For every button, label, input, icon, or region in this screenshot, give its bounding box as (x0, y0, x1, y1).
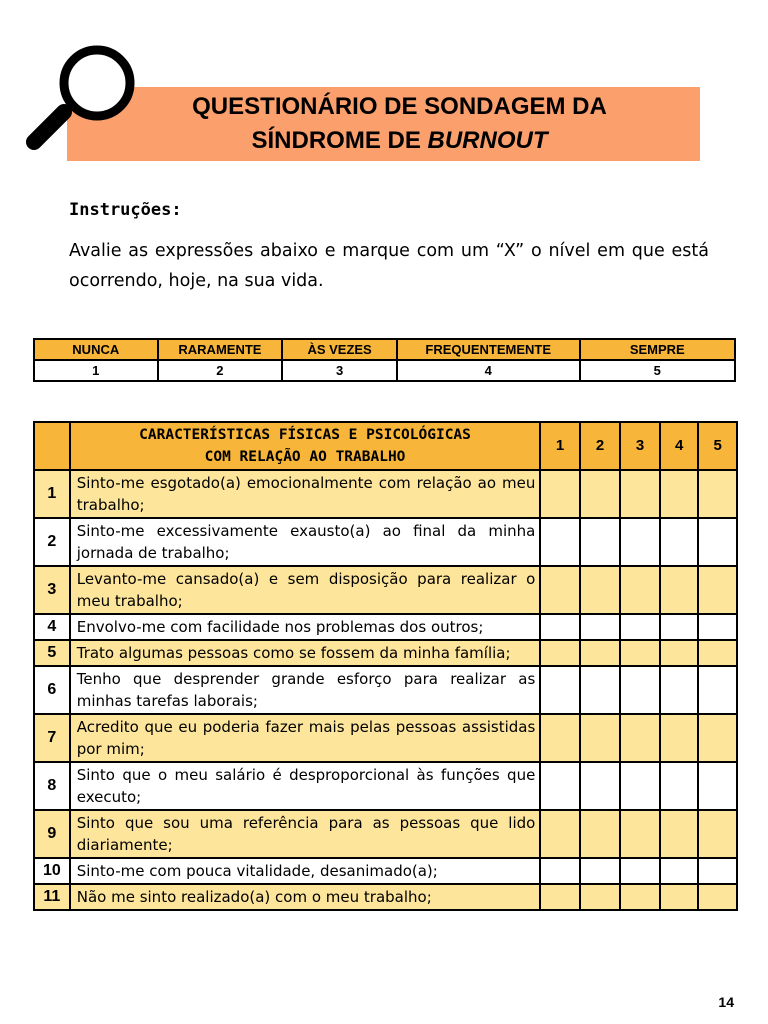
scale-legend-table (33, 338, 736, 382)
question-row (34, 614, 737, 640)
question-text: Sinto-me com pouca vitalidade, desanimado(a); (70, 858, 541, 884)
question-row (34, 714, 737, 762)
answer-cell-1[interactable] (540, 714, 580, 762)
scale-value: 4 (397, 360, 580, 381)
answer-cell-2[interactable] (580, 666, 621, 714)
question-number: 2 (34, 518, 70, 566)
column-header: 4 (660, 422, 699, 470)
scale-values-row (34, 360, 735, 381)
answer-cell-4[interactable] (660, 810, 699, 858)
answer-cell-2[interactable] (580, 470, 621, 518)
question-number: 6 (34, 666, 70, 714)
answer-cell-5[interactable] (698, 714, 737, 762)
answer-cell-5[interactable] (698, 884, 737, 910)
scale-labels-row (34, 339, 735, 360)
answer-cell-4[interactable] (660, 714, 699, 762)
question-row (34, 884, 737, 910)
magnifier-icon (20, 40, 150, 155)
title-line-2-prefix: SÍNDROME DE (251, 127, 428, 154)
question-number: 5 (34, 640, 70, 666)
answer-cell-3[interactable] (620, 810, 660, 858)
answer-cell-1[interactable] (540, 884, 580, 910)
answer-cell-3[interactable] (620, 640, 660, 666)
question-row (34, 640, 737, 666)
question-number: 4 (34, 614, 70, 640)
question-number: 9 (34, 810, 70, 858)
questionnaire-table (33, 421, 738, 911)
answer-cell-5[interactable] (698, 566, 737, 614)
answer-cell-3[interactable] (620, 714, 660, 762)
answer-cell-5[interactable] (698, 614, 737, 640)
questionnaire-header-line-2: COM RELAÇÃO AO TRABALHO (204, 449, 406, 465)
answer-cell-5[interactable] (698, 858, 737, 884)
question-row (34, 666, 737, 714)
question-text: Trato algumas pessoas como se fossem da minha família; (70, 640, 541, 666)
scale-value: 5 (580, 360, 735, 381)
answer-cell-5[interactable] (698, 810, 737, 858)
title-line-1: QUESTIONÁRIO DE SONDAGEM DA (192, 93, 607, 120)
question-text: Tenho que desprender grande esforço para realizar as minhas tarefas laborais; (70, 666, 541, 714)
column-header: 2 (580, 422, 621, 470)
question-row (34, 858, 737, 884)
answer-cell-4[interactable] (660, 884, 699, 910)
page-number: 14 (718, 994, 734, 1010)
question-row (34, 810, 737, 858)
questionnaire-header-line-1: CARACTERÍSTICAS FÍSICAS E PSICOLÓGICAS (139, 427, 471, 443)
answer-cell-3[interactable] (620, 884, 660, 910)
question-text: Envolvo-me com facilidade nos problemas dos outros; (70, 614, 541, 640)
scale-label: NUNCA (34, 339, 158, 360)
question-text: Sinto que sou uma referência para as pessoas que lido diariamente; (70, 810, 541, 858)
question-text: Não me sinto realizado(a) com o meu trabalho; (70, 884, 541, 910)
scale-label: RARAMENTE (158, 339, 283, 360)
answer-cell-2[interactable] (580, 714, 621, 762)
answer-cell-2[interactable] (580, 518, 621, 566)
answer-cell-4[interactable] (660, 762, 699, 810)
answer-cell-4[interactable] (660, 566, 699, 614)
answer-cell-3[interactable] (620, 470, 660, 518)
title-burnout: BURNOUT (427, 127, 548, 154)
answer-cell-1[interactable] (540, 858, 580, 884)
answer-cell-3[interactable] (620, 614, 660, 640)
question-row (34, 762, 737, 810)
question-number: 10 (34, 858, 70, 884)
question-row (34, 470, 737, 518)
answer-cell-5[interactable] (698, 470, 737, 518)
instructions-text: Avalie as expressões abaixo e marque com um “X” o nível em que está ocorrendo, hoje, na sua vida. (69, 241, 709, 291)
question-text: Levanto-me cansado(a) e sem disposição para realizar o meu trabalho; (70, 566, 541, 614)
answer-cell-3[interactable] (620, 762, 660, 810)
title-banner (67, 87, 700, 161)
answer-cell-3[interactable] (620, 518, 660, 566)
answer-cell-4[interactable] (660, 858, 699, 884)
question-text: Sinto-me esgotado(a) emocionalmente com relação ao meu trabalho; (70, 470, 541, 518)
answer-cell-1[interactable] (540, 762, 580, 810)
answer-cell-1[interactable] (540, 518, 580, 566)
answer-cell-1[interactable] (540, 614, 580, 640)
answer-cell-1[interactable] (540, 640, 580, 666)
title-line-2 (83, 127, 716, 155)
answer-cell-3[interactable] (620, 666, 660, 714)
answer-cell-2[interactable] (580, 614, 621, 640)
question-number: 7 (34, 714, 70, 762)
scale-value: 3 (282, 360, 397, 381)
questionnaire-header (70, 422, 541, 470)
answer-cell-4[interactable] (660, 640, 699, 666)
question-number: 3 (34, 566, 70, 614)
question-text: Acredito que eu poderia fazer mais pelas pessoas assistidas por mim; (70, 714, 541, 762)
answer-cell-4[interactable] (660, 470, 699, 518)
answer-cell-2[interactable] (580, 810, 621, 858)
questionnaire-header-row (34, 422, 737, 470)
answer-cell-2[interactable] (580, 566, 621, 614)
answer-cell-2[interactable] (580, 858, 621, 884)
answer-cell-5[interactable] (698, 518, 737, 566)
question-row (34, 518, 737, 566)
answer-cell-2[interactable] (580, 884, 621, 910)
answer-cell-5[interactable] (698, 666, 737, 714)
question-number: 1 (34, 470, 70, 518)
column-header: 1 (540, 422, 580, 470)
answer-cell-1[interactable] (540, 566, 580, 614)
question-row (34, 566, 737, 614)
scale-value: 2 (158, 360, 283, 381)
answer-cell-5[interactable] (698, 762, 737, 810)
answer-cell-1[interactable] (540, 810, 580, 858)
question-number: 8 (34, 762, 70, 810)
answer-cell-4[interactable] (660, 666, 699, 714)
header-blank (34, 422, 70, 470)
answer-cell-3[interactable] (620, 858, 660, 884)
scale-label: FREQUENTEMENTE (397, 339, 580, 360)
answer-cell-1[interactable] (540, 666, 580, 714)
scale-label: SEMPRE (580, 339, 735, 360)
answer-cell-3[interactable] (620, 566, 660, 614)
question-text: Sinto-me excessivamente exausto(a) ao final da minha jornada de trabalho; (70, 518, 541, 566)
column-header: 5 (698, 422, 737, 470)
answer-cell-2[interactable] (580, 640, 621, 666)
answer-cell-4[interactable] (660, 518, 699, 566)
answer-cell-1[interactable] (540, 470, 580, 518)
question-number: 11 (34, 884, 70, 910)
scale-label: ÀS VEZES (282, 339, 397, 360)
answer-cell-2[interactable] (580, 762, 621, 810)
question-text: Sinto que o meu salário é desproporcional às funções que executo; (70, 762, 541, 810)
answer-cell-4[interactable] (660, 614, 699, 640)
scale-value: 1 (34, 360, 158, 381)
answer-cell-5[interactable] (698, 640, 737, 666)
instructions-heading: Instruções: (69, 200, 182, 220)
column-header: 3 (620, 422, 660, 470)
questionnaire-body (34, 470, 737, 910)
